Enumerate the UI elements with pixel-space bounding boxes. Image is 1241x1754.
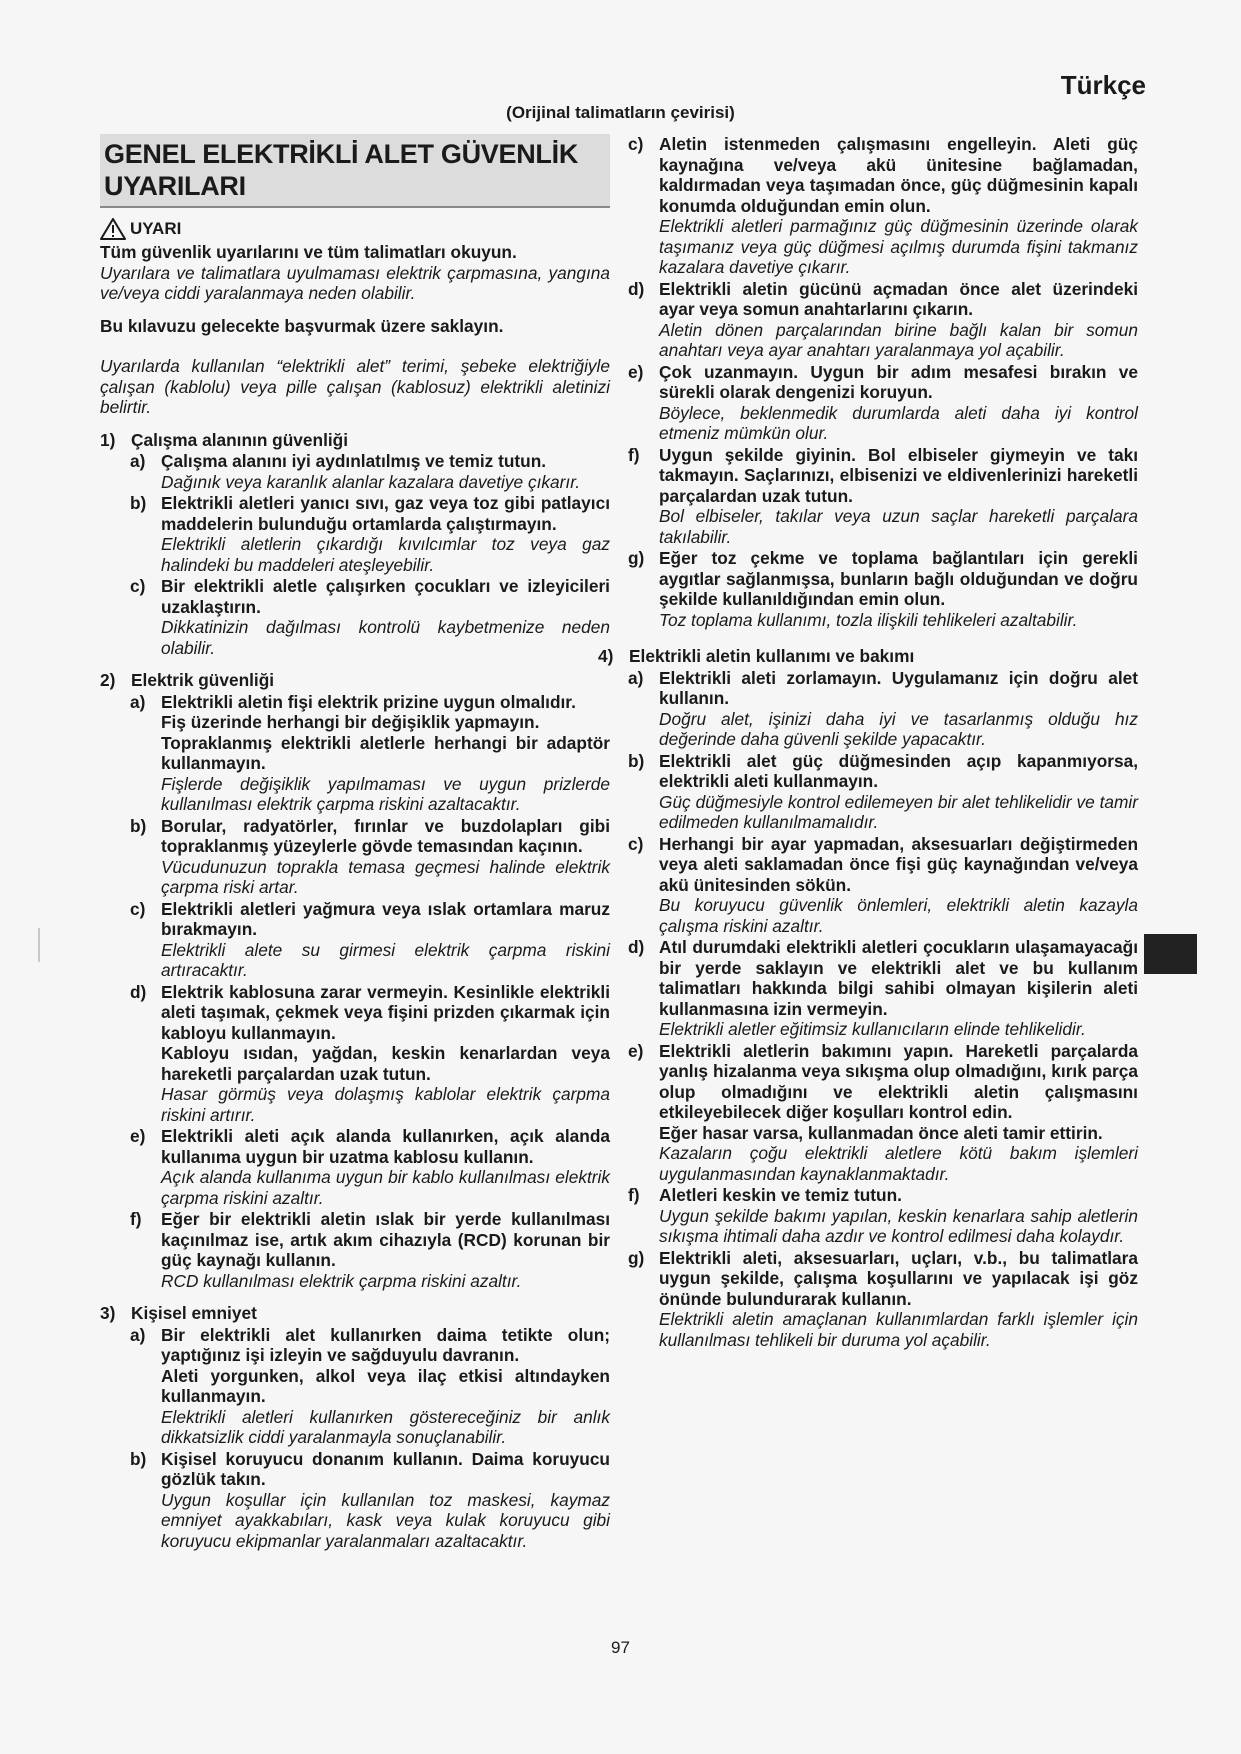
item-label: g) xyxy=(628,1247,645,1268)
item-label: d) xyxy=(130,981,147,1002)
item-italic-text: Aletin dönen parçalarından birine bağlı kalan bir somun anahtarı veya ayar anahtarı yaralanmaya yol açabilir. xyxy=(659,319,1138,360)
item-italic-text: Açık alanda kullanıma uygun bir kablo kullanılması elektrik çarpma riskini azaltır. xyxy=(161,1167,610,1208)
warning-label: UYARI xyxy=(130,218,182,238)
item-italic-text: Elektrikli aletlerin çıkardığı kıvılcımlar toz veya gaz halindeki bu maddeleri ateşleyebilir. xyxy=(161,534,610,575)
item-body xyxy=(161,899,610,981)
list-item xyxy=(628,134,1138,278)
list-item xyxy=(628,668,1138,750)
list-item xyxy=(130,692,610,815)
item-label: g) xyxy=(628,548,645,568)
save-note: Bu kılavuzu gelecekte başvurmak üzere saklayın. xyxy=(100,315,504,336)
warning-triangle-icon xyxy=(100,218,126,240)
item-label: b) xyxy=(130,815,147,836)
list-item xyxy=(130,576,610,658)
item-body xyxy=(161,493,610,575)
list-item xyxy=(130,451,610,492)
item-body xyxy=(659,548,1138,630)
item-label: d) xyxy=(628,937,645,957)
list-item xyxy=(130,1449,610,1552)
right-column xyxy=(598,133,1138,1350)
item-italic-text: Bol elbiseler, takılar veya uzun saçlar hareketli parçalara takılabilir. xyxy=(659,506,1138,547)
item-italic-text: Doğru alet, işinizi daha iyi ve tasarlanmış olduğu hız değerinde daha güvenli şekilde yapacaktır. xyxy=(659,708,1138,749)
section-title xyxy=(100,670,610,691)
item-bold-text: Elektrikli aleti, aksesuarları, uçları, v.b., bu talimatlara uygun şekilde, çalışma koşullarını ve yapılacak işi göz önünde bulundurarak kullanın. xyxy=(659,1247,1138,1309)
item-label: e) xyxy=(628,1040,644,1061)
item-bold-text: Elektrikli aletin gücünü açmadan önce alet üzerindeki ayar veya somun anahtarlarını çıkarın. xyxy=(659,278,1138,319)
item-body xyxy=(659,937,1138,1040)
item-body xyxy=(659,751,1138,833)
item-italic-text: Elektrikli aletleri parmağınız güç düğmesinin üzerinde olarak taşımanız veya güç düğmesi açılmış durumda fişini takmanız kazalara davetiye çıkarır. xyxy=(659,216,1138,277)
language-label: Türkçe xyxy=(1060,70,1146,100)
section-title-text: Çalışma alanının güvenliği xyxy=(131,429,349,450)
item-bold-text: Kişisel koruyucu donanım kullanın. Daima koruyucu gözlük takın. xyxy=(161,1448,610,1489)
item-label: e) xyxy=(628,361,644,382)
item-label: f) xyxy=(628,444,640,465)
section-title-text: Kişisel emniyet xyxy=(131,1303,257,1323)
item-bold-text: Elektrikli alet güç düğmesinden açıp kapanmıyorsa, elektrikli aleti kullanmayın. xyxy=(659,750,1138,791)
item-body xyxy=(659,1041,1138,1185)
item-bold-text: Elektrikli aletleri yanıcı sıvı, gaz veya toz gibi patlayıcı maddelerin bulunduğu ortamlarda çalıştırmayın. xyxy=(161,493,610,534)
item-italic-text: Dağınık veya karanlık alanlar kazalara davetiye çıkarır. xyxy=(161,471,581,492)
item-italic-text: Kazaların çoğu elektrikli aletlere kötü bakım işlemleri uygulanmasından kaynaklanmaktadır. xyxy=(659,1143,1138,1184)
item-label: b) xyxy=(628,750,645,771)
item-label: f) xyxy=(628,1185,640,1205)
list-item xyxy=(628,1185,1138,1247)
item-bold-text: Aletleri keskin ve temiz tutun. xyxy=(659,1185,902,1205)
item-bold-text: Elektrikli aletlerin bakımını yapın. Hareketli parçalarda yanlış hizalanma veya sıkışma olup olmadığını, kırık parça olup olmadığını ve elektrikli aletin çalışmasını etkileyebilecek diğer koşulları kontrol edin. xyxy=(659,1040,1138,1122)
left-sections xyxy=(100,430,610,1552)
list-item xyxy=(130,1209,610,1291)
section-number: 2) xyxy=(100,670,116,690)
list-item xyxy=(130,982,610,1126)
item-body xyxy=(659,834,1138,937)
item-body xyxy=(161,816,610,898)
item-bold-text: Elektrikli aletleri yağmura veya ıslak ortamlara maruz bırakmayın. xyxy=(161,898,610,939)
right-section xyxy=(598,646,1138,1350)
section-title-text: Elektrik güvenliği xyxy=(131,670,275,690)
language-thumb-tab xyxy=(1144,934,1197,974)
item-bold-text: Bir elektrikli aletle çalışırken çocukları ve izleyicileri uzaklaştırın. xyxy=(161,576,610,617)
item-label: a) xyxy=(130,1324,146,1345)
item-body xyxy=(659,445,1138,548)
item-italic-text: Vücudunuzun toprakla temasa geçmesi halinde elektrik çarpma riski artar. xyxy=(161,856,610,897)
item-body xyxy=(161,576,610,658)
list-item xyxy=(130,899,610,981)
list-item xyxy=(130,493,610,575)
item-bold-text: Fiş üzerinde herhangi bir değişiklik yapmayın. xyxy=(161,712,540,732)
item-bold-text: Borular, radyatörler, fırınlar ve buzdolapları gibi topraklanmış yüzeylerle gövde temasından kaçının. xyxy=(161,815,610,856)
item-bold-text: Eğer hasar varsa, kullanmadan önce aleti tamir ettirin. xyxy=(659,1122,1103,1143)
list-item xyxy=(628,1041,1138,1185)
list-item xyxy=(130,1126,610,1208)
term-note: Uyarılarda kullanılan “elektrikli alet” terimi, şebeke elektriğiyle çalışan (kablolu) veya pille çalışan (kablosuz) elektrikli aletinizi belirtir. xyxy=(100,356,610,417)
item-italic-text: Elektrikli aletleri kullanırken göstereceğiniz bir anlık dikkatsizlik ciddi yaralanmayla sonuçlanabilir. xyxy=(161,1406,610,1447)
section-title xyxy=(100,430,610,451)
item-bold-text: Eğer toz çekme ve toplama bağlantıları için gerekli aygıtlar sağlanmışsa, bunların bağlı olduğundan ve doğru şekilde kullanıldığından emin olun. xyxy=(659,548,1138,609)
item-body xyxy=(161,982,610,1126)
item-italic-text: Elektrikli aletler eğitimsiz kullanıcıların elinde tehlikelidir. xyxy=(659,1019,1086,1039)
list-item xyxy=(130,1325,610,1448)
list-item xyxy=(628,937,1138,1040)
item-body xyxy=(161,1449,610,1552)
section-title-text: Elektrikli aletin kullanımı ve bakımı xyxy=(629,646,915,666)
intro-italic: Uyarılara ve talimatlara uyulmaması elektrik çarpmasına, yangına ve/veya ciddi yaralanmaya neden olabilir. xyxy=(100,262,610,303)
item-bold-text: Çalışma alanını iyi aydınlatılmış ve temiz tutun. xyxy=(161,451,547,471)
item-bold-text: Aleti yorgunken, alkol veya ilaç etkisi altındayken kullanmayın. xyxy=(161,1365,610,1406)
list-item xyxy=(628,548,1138,630)
item-label: a) xyxy=(628,667,644,688)
item-body xyxy=(659,134,1138,278)
item-bold-text: Bir elektrikli alet kullanırken daima tetikte olun; yaptığınız işi izleyin ve sağduyulu davranın. xyxy=(161,1324,610,1365)
item-bold-text: Topraklanmış elektrikli aletlerle herhangi bir adaptör kullanmayın. xyxy=(161,732,610,773)
item-label: f) xyxy=(130,1209,142,1229)
list-item xyxy=(628,751,1138,833)
list-item xyxy=(130,816,610,898)
item-italic-text: Uygun koşullar için kullanılan toz maskesi, kaymaz emniyet ayakkabıları, kask veya kulak koruyucu gibi koruyucu ekipmanlar yaralanmaları azaltacaktır. xyxy=(161,1489,610,1551)
item-label: a) xyxy=(130,451,146,471)
item-italic-text: Elektrikli alete su girmesi elektrik çarpma riskini artıracaktır. xyxy=(161,939,610,980)
item-label: c) xyxy=(628,134,644,154)
item-label: d) xyxy=(628,278,645,299)
section-number: 4) xyxy=(598,646,614,666)
page-number: 97 xyxy=(611,1638,630,1657)
item-bold-text: Herhangi bir ayar yapmadan, aksesuarları değiştirmeden veya aleti saklamadan önce fişi güç kaynağından ve/veya akü ünitesinden sökün. xyxy=(659,833,1138,895)
left-column xyxy=(100,134,610,1551)
item-label: a) xyxy=(130,691,146,712)
list-item xyxy=(628,362,1138,444)
item-italic-text: Bu koruyucu güvenlik önlemleri, elektrikli aletin kazayla çalışma riskini azaltır. xyxy=(659,895,1138,936)
item-label: c) xyxy=(130,576,146,596)
item-body xyxy=(659,1185,1138,1247)
item-bold-text: Aletin istenmeden çalışmasını engelleyin. Aleti güç kaynağına ve/veya akü ünitesine bağlamadan, kaldırmadan veya taşımadan önce, güç düğmesinin kapalı konumda olduğundan emin olun. xyxy=(659,134,1138,216)
list-item xyxy=(628,445,1138,548)
item-italic-text: Güç düğmesiyle kontrol edilemeyen bir alet tehlikelidir ve tamir edilmeden kullanılmamalıdır. xyxy=(659,791,1138,832)
item-label: b) xyxy=(130,1448,147,1469)
item-italic-text: RCD kullanılması elektrik çarpma riskini azaltır. xyxy=(161,1270,522,1291)
item-body xyxy=(161,692,610,815)
item-label: c) xyxy=(130,898,146,919)
right-continued-items xyxy=(628,134,1138,630)
item-bold-text: Eğer bir elektrikli aletin ıslak bir yerde kullanılması kaçınılmaz ise, artık akım cihazıyla (RCD) korunan bir güç kaynağı kullanın. xyxy=(161,1209,610,1270)
item-body xyxy=(161,1325,610,1448)
item-bold-text: Çok uzanmayın. Uygun bir adım mesafesi bırakın ve sürekli olarak dengenizi koruyun. xyxy=(659,361,1138,402)
list-item xyxy=(628,834,1138,937)
section-title xyxy=(598,646,1138,667)
item-body xyxy=(161,451,610,492)
item-body xyxy=(659,1248,1138,1351)
item-body xyxy=(161,1126,610,1208)
item-italic-text: Elektrikli aletin amaçlanan kullanımlardan farklı işlemler için kullanılması tehlikeli bir duruma yol açabilir. xyxy=(659,1309,1138,1350)
item-bold-text: Elektrikli aleti açık alanda kullanırken, açık alanda kullanıma uygun bir uzatma kablosu kullanın. xyxy=(161,1126,610,1167)
warning-row xyxy=(100,218,610,240)
list-item xyxy=(628,1248,1138,1351)
margin-mark xyxy=(38,928,40,962)
intro-bold: Tüm güvenlik uyarılarını ve tüm talimatları okuyun. xyxy=(100,242,517,262)
item-body xyxy=(659,668,1138,750)
list-item xyxy=(628,279,1138,361)
item-italic-text: Hasar görmüş veya dolaşmış kablolar elektrik çarpma riskini artırır. xyxy=(161,1084,610,1125)
item-body xyxy=(659,362,1138,444)
item-italic-text: Böylece, beklenmedik durumlarda aleti daha iyi kontrol etmeniz mümkün olur. xyxy=(659,402,1138,443)
translation-subtitle: (Orijinal talimatların çevirisi) xyxy=(506,103,735,122)
item-bold-text: Elektrikli aletin fişi elektrik prizine uygun olmalıdır. xyxy=(161,691,576,712)
item-label: c) xyxy=(628,833,644,854)
item-italic-text: Uygun şekilde bakımı yapılan, keskin kenarlara sahip aletlerin sıkışma ihtimali daha azdır ve kontrol edilmesi daha kolaydır. xyxy=(659,1205,1138,1246)
item-bold-text: Kabloyu ısıdan, yağdan, keskin kenarlardan veya hareketli parçalardan uzak tutun. xyxy=(161,1043,610,1084)
item-italic-text: Toz toplama kullanımı, tozla ilişkili tehlikeleri azaltabilir. xyxy=(659,609,1078,630)
item-label: e) xyxy=(130,1126,146,1146)
item-bold-text: Uygun şekilde giyinin. Bol elbiseler giymeyin ve takı takmayın. Saçlarınızı, elbisenizi ve eldivenlerinizi hareketli parçalardan uzak tutun. xyxy=(659,444,1138,506)
item-bold-text: Atıl durumdaki elektrikli aletleri çocukların ulaşamayacağı bir yerde saklayın ve elektrikli alet ve bu kullanım talimatları hakkında bilgi sahibi olmayan kişilerin aleti kullanmasına izin vermeyin. xyxy=(659,937,1138,1019)
item-italic-text: Dikkatinizin dağılması kontrolü kaybetmenize neden olabilir. xyxy=(161,617,610,658)
section-number: 3) xyxy=(100,1303,116,1323)
section-heading: GENEL ELEKTRİKLİ ALET GÜVENLİK UYARILARI xyxy=(100,134,610,208)
item-label: b) xyxy=(130,493,147,513)
item-italic-text: Fişlerde değişiklik yapılmaması ve uygun prizlerde kullanılması elektrik çarpma riskini azaltacaktır. xyxy=(161,773,610,814)
item-bold-text: Elektrikli aleti zorlamayın. Uygulamanız için doğru alet kullanın. xyxy=(659,667,1138,708)
item-body xyxy=(161,1209,610,1291)
section-number: 1) xyxy=(100,429,116,450)
item-bold-text: Elektrik kablosuna zarar vermeyin. Kesinlikle elektrikli aleti taşımak, çekmek veya fişini prizden çıkarmak için kabloyu kullanmayın. xyxy=(161,981,610,1043)
section-title xyxy=(100,1303,610,1324)
item-body xyxy=(659,279,1138,361)
